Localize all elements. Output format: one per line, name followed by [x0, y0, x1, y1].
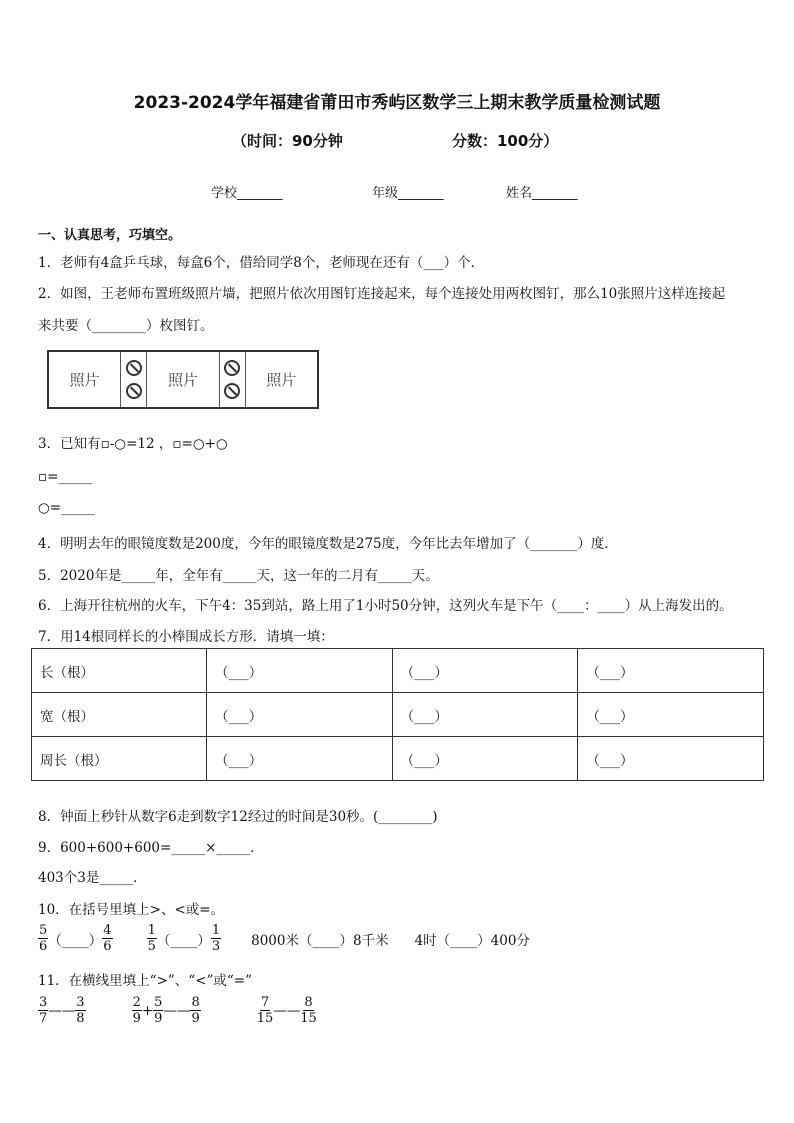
- table-cell: （___）: [578, 693, 764, 737]
- question-10: 10．在括号里填上>、<或=。: [38, 902, 225, 918]
- question-3-square: ▫=_____: [38, 469, 93, 485]
- blank: （____）: [156, 932, 211, 949]
- school-field: 学校_______: [211, 186, 283, 201]
- table-row: [32, 649, 764, 693]
- table-cell: （___）: [207, 737, 393, 781]
- question-9-cont: 403个3是_____．: [38, 870, 147, 886]
- page-title: 2023-2024学年福建省莆田市秀屿区数学三上期末教学质量检测试题: [133, 93, 661, 113]
- fraction: $\frac{5}{6}$: [39, 923, 48, 954]
- compare-item: 8000米（____）8千米: [251, 932, 389, 949]
- fraction: $\frac{2}{9}$: [132, 995, 141, 1026]
- fraction: $\frac{8}{15}$: [300, 995, 317, 1026]
- table-cell: （___）: [207, 693, 393, 737]
- fraction: $\frac{1}{3}$: [211, 923, 221, 954]
- question-9: 9．600+600+600=_____×_____．: [38, 840, 264, 856]
- section-heading: 一、认真思考，巧填空。: [38, 228, 182, 243]
- table-cell: （___）: [578, 649, 764, 693]
- table-cell: （___）: [392, 649, 578, 693]
- question-2-cont: 来共要（________）枚图钉。: [38, 318, 214, 334]
- row-label: 长（根）: [32, 649, 207, 693]
- name-field: 姓名_______: [506, 186, 578, 201]
- plus-sign: +: [141, 1002, 154, 1019]
- question-7: 7．用14根同样长的小棒围成长方形．请填一填：: [38, 629, 334, 645]
- answer-line: ——: [163, 1002, 191, 1019]
- question-5: 5．2020年是_____年，全年有_____天，这一年的二月有_____天。: [38, 568, 439, 584]
- question-4: 4．明明去年的眼镜度数是200度，今年的眼镜度数是275度，今年比去年增加了（_______）度．: [38, 536, 618, 552]
- question-1: 1．老师有4盒乒乓球，每盒6个，借给同学8个，老师现在还有（___）个．: [38, 255, 485, 271]
- score-label: 分数：100分）: [452, 132, 559, 150]
- question-2: 2．如图，王老师布置班级照片墙，把照片依次用图钉连接起来，每个连接处用两枚图钉，那么10张照片这样连接起: [38, 286, 726, 302]
- pin-icon: [126, 383, 142, 399]
- fraction: $\frac{7}{15}$: [256, 995, 274, 1026]
- question-10-items: [38, 923, 530, 954]
- fraction: $\frac{3}{7}$: [39, 995, 48, 1026]
- photo-wall-figure: [47, 350, 319, 409]
- time-label: （时间：90分钟: [232, 132, 343, 150]
- question-8: 8．钟面上秒针从数字6走到数字12经过的时间是30秒。(________): [38, 809, 438, 825]
- pin-pair: [220, 352, 246, 407]
- pin-icon: [126, 360, 142, 376]
- pin-pair: [121, 352, 147, 407]
- question-3: 3．已知有▫-○=12 ，▫=○+○: [38, 436, 228, 452]
- table-row: [32, 693, 764, 737]
- pin-icon: [224, 360, 240, 376]
- fraction: $\frac{1}{5}$: [147, 923, 156, 954]
- question-11-items: [38, 995, 317, 1026]
- table-row: [32, 737, 764, 781]
- question-11: 11．在横线里填上“>”、“<”或“=”: [38, 973, 253, 989]
- table-cell: （___）: [207, 649, 393, 693]
- row-label: 宽（根）: [32, 693, 207, 737]
- question-6: 6．上海开往杭州的火车，下午4：35到站，路上用了1小时50分钟，这列火车是下午（____：____）从上海发出的。: [38, 598, 733, 614]
- question-3-circle: ○=_____: [38, 500, 95, 516]
- photo-box: 照片: [266, 371, 297, 389]
- photo-box: 照片: [49, 352, 121, 407]
- row-label: 周长（根）: [32, 737, 207, 781]
- table-cell: （___）: [392, 693, 578, 737]
- answer-line: ——: [48, 1002, 76, 1019]
- table-cell: （___）: [392, 737, 578, 781]
- rectangle-table: [31, 648, 764, 781]
- pin-icon: [224, 383, 240, 399]
- fraction: $\frac{8}{9}$: [191, 995, 200, 1026]
- table-cell: （___）: [578, 737, 764, 781]
- fraction: $\frac{3}{8}$: [76, 995, 85, 1026]
- fraction: $\frac{5}{9}$: [154, 995, 163, 1026]
- compare-item: 4时（____）400分: [414, 932, 530, 949]
- photo-box: 照片: [147, 352, 219, 407]
- answer-line: ——: [273, 1002, 301, 1019]
- grade-field: 年级_______: [372, 186, 444, 201]
- fraction: $\frac{4}{6}$: [103, 923, 112, 954]
- blank: （____）: [48, 932, 103, 949]
